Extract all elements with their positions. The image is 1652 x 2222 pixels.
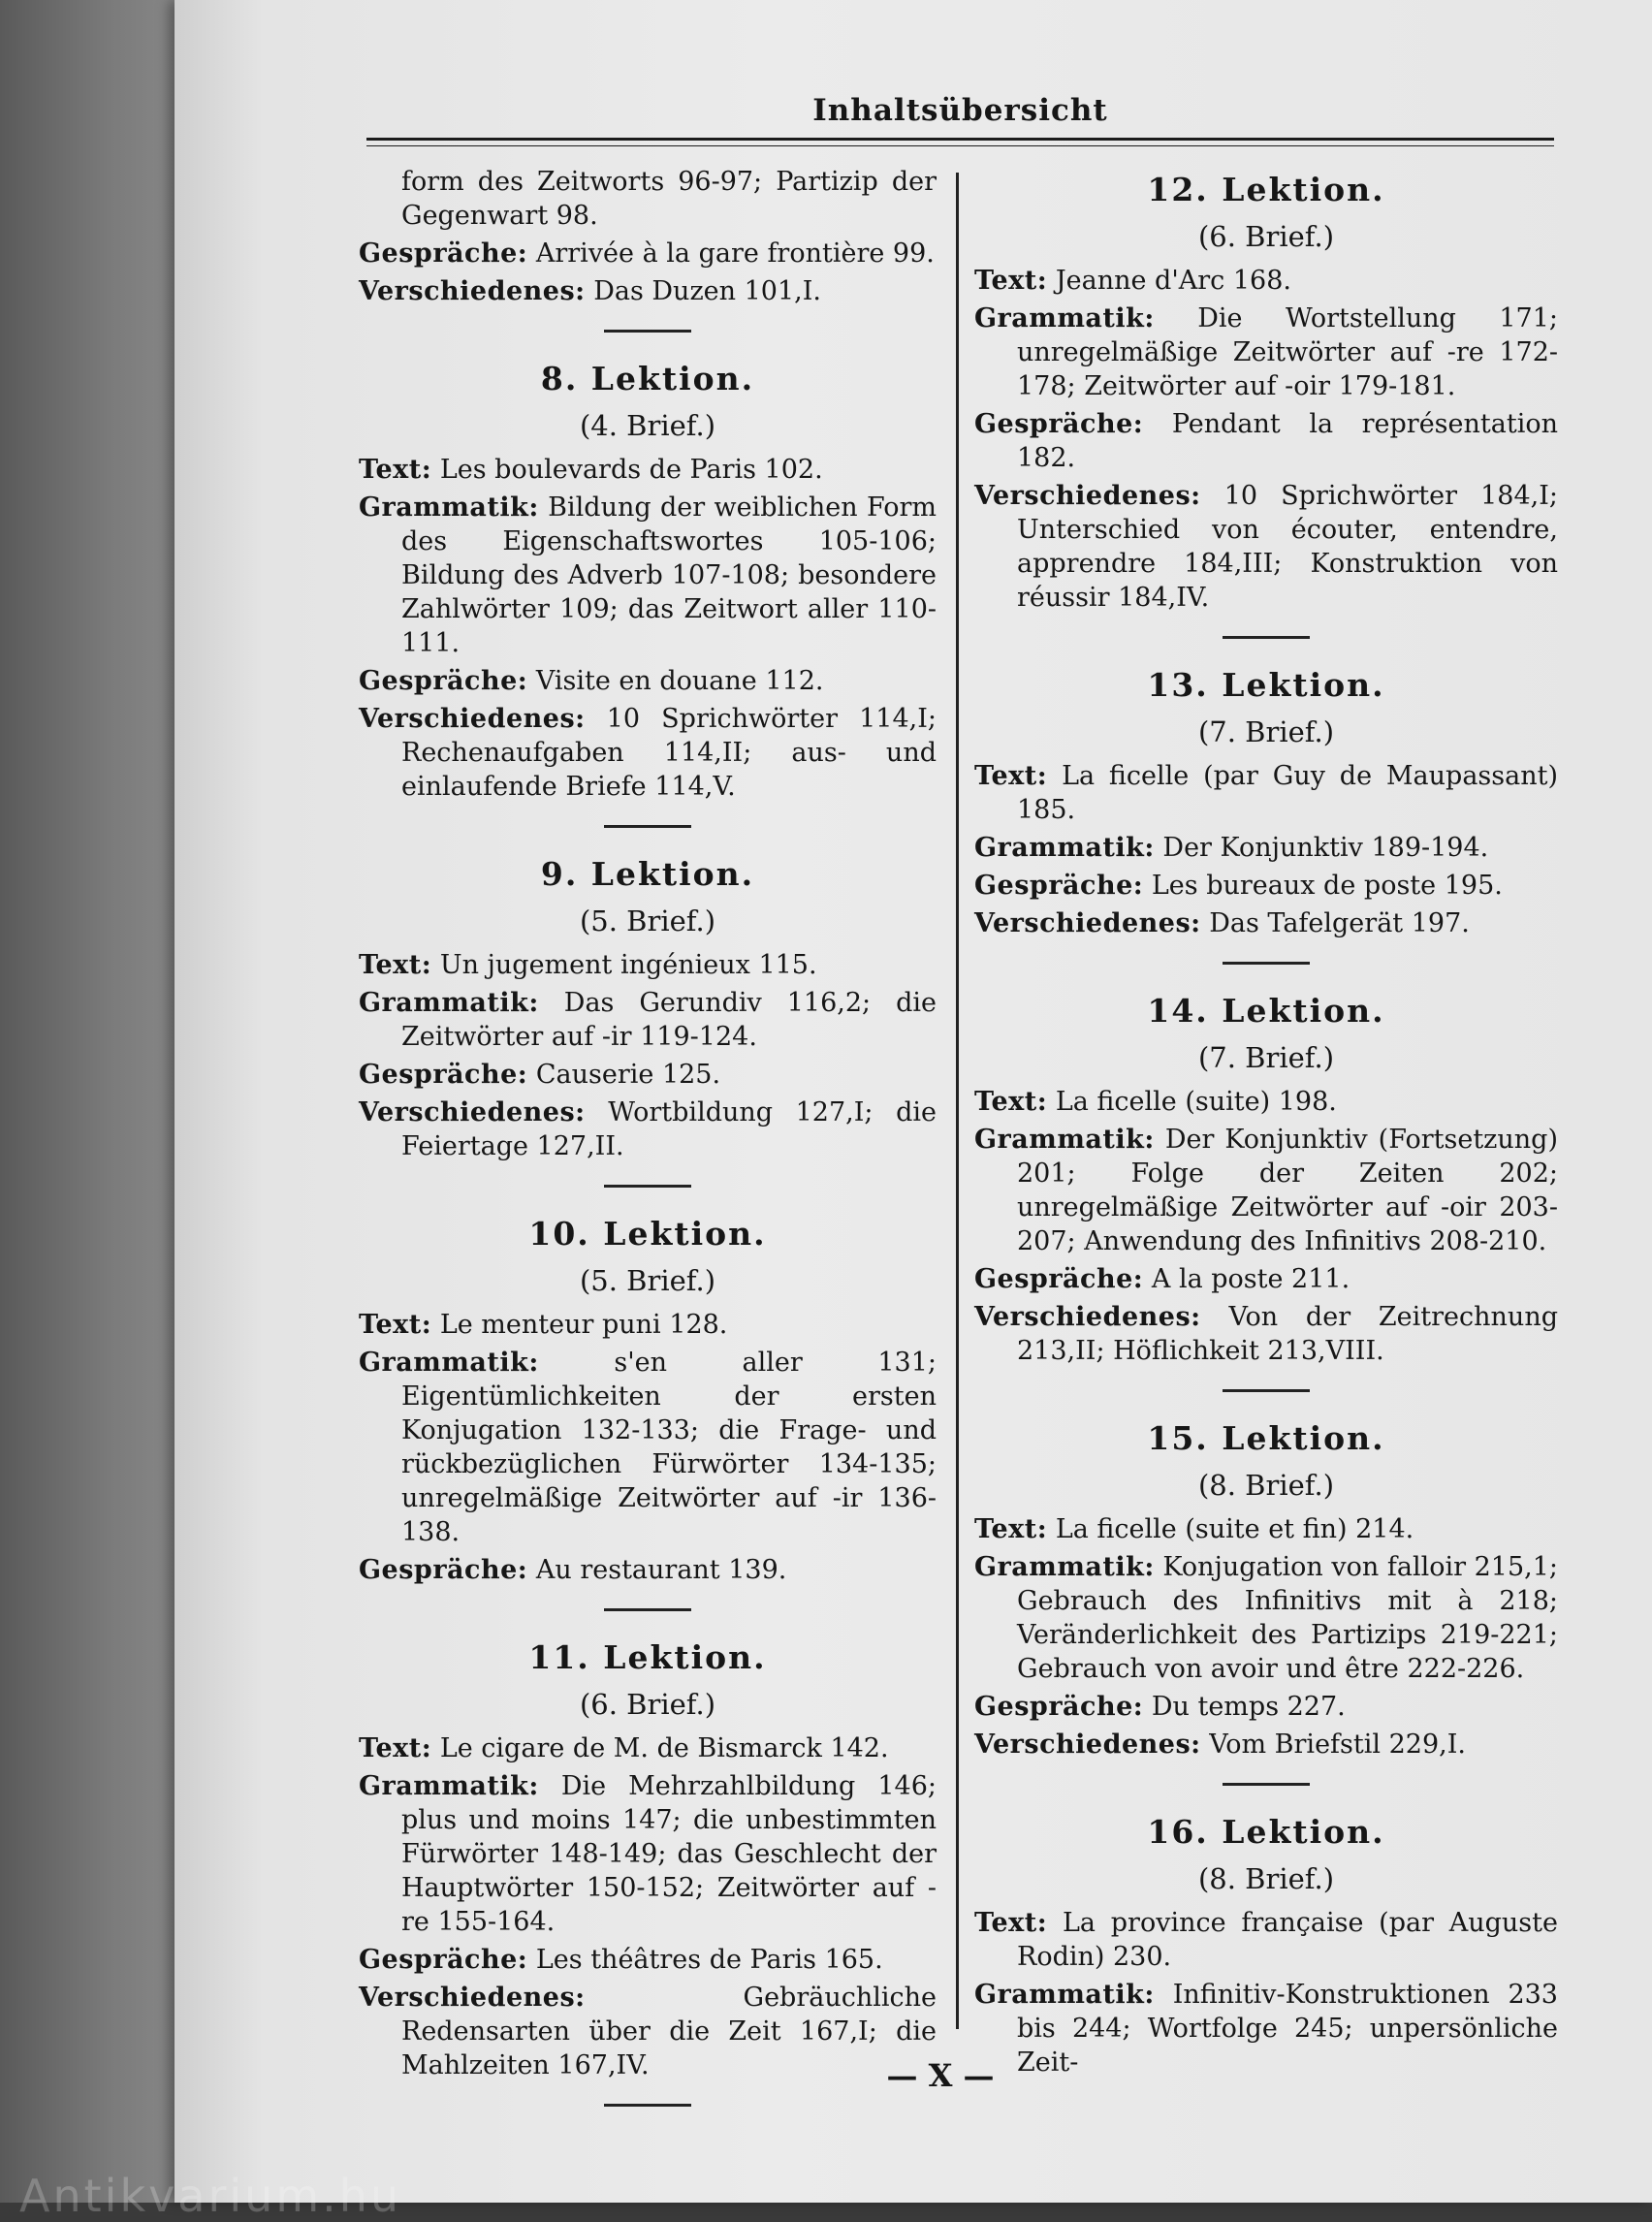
toc-entry	[359, 1731, 937, 1765]
toc-entry	[359, 948, 937, 982]
entry-label: Text:	[974, 1514, 1048, 1544]
right-column	[974, 165, 1558, 2083]
entry-label: Text:	[974, 1087, 1048, 1117]
watermark: Antikvarium.hu	[19, 2170, 402, 2222]
lesson-brief: (4. Brief.)	[579, 409, 716, 442]
toc-entry	[974, 1123, 1558, 1258]
entry-text: Causerie 125.	[535, 1060, 721, 1090]
toc-entry	[359, 453, 937, 487]
entry-label: Grammatik:	[974, 1980, 1155, 2010]
entry-label: Text:	[359, 1310, 432, 1340]
left-column	[359, 165, 937, 2114]
entry-text: s'en aller 131; Eigentümlichkeiten der ersten Konjugation 132-133; die Frage- und rückbezüglichen Fürwörter 134-135; unregelmäßige Zeitwörter auf -ir 136-138.	[401, 1348, 937, 1547]
entry-label: Text:	[359, 455, 432, 485]
entry-text: Au restaurant 139.	[535, 1555, 787, 1585]
entry-text: Der Konjunktiv (Fortsetzung) 201; Folge der Zeiten 202; unregelmäßige Zeitwörter auf -oir 203-207; Anwendung des Infinitivs 208-210.	[1017, 1125, 1558, 1256]
background-left	[0, 0, 204, 2203]
entry-text: 10 Sprichwörter 114,I; Rechenaufgaben 114,II; aus- und einlaufende Briefe 114,V.	[401, 704, 937, 802]
entry-text: Les théâtres de Paris 165.	[535, 1945, 883, 1975]
section-separator	[1223, 1389, 1310, 1392]
toc-entry	[974, 1550, 1558, 1686]
lesson-brief: (6. Brief.)	[579, 1688, 716, 1721]
entry-label: Gespräche:	[974, 1692, 1144, 1722]
lesson-brief: (6. Brief.)	[1197, 220, 1335, 253]
entry-text: Bildung der weiblichen Form des Eigenschaftswortes 105-106; Bildung des Adverb 107-108; besondere Zahlwörter 109; das Zeitwort aller 110-111.	[401, 492, 937, 658]
entry-text: Wortbildung 127,I; die Feiertage 127,II.	[401, 1097, 937, 1161]
lesson-13	[974, 664, 1558, 965]
entry-label: Gespräche:	[359, 666, 528, 696]
toc-entry	[359, 1553, 937, 1587]
section-separator	[1223, 636, 1310, 639]
toc-entry	[974, 759, 1558, 827]
toc-entry	[359, 1058, 937, 1092]
lesson-title: 11. Lektion.	[528, 1638, 767, 1676]
entry-label: Verschiedenes:	[974, 481, 1201, 511]
toc-entry	[974, 906, 1558, 940]
entry-label: Text:	[359, 1733, 432, 1763]
lesson-14	[974, 990, 1558, 1392]
header-rule	[366, 138, 1554, 141]
entry-text: Un jugement ingénieux 115.	[439, 950, 817, 980]
entry-text: Arrivée à la gare frontière 99.	[535, 238, 935, 269]
entry-text: Visite en douane 112.	[535, 666, 824, 696]
lesson-8	[359, 358, 937, 828]
section-separator	[604, 2104, 691, 2107]
lesson-10	[359, 1213, 937, 1611]
page-number: — X —	[886, 2057, 995, 2094]
entry-label: Text:	[974, 1908, 1048, 1938]
entry-label: Verschiedenes:	[974, 1730, 1201, 1760]
entry-label: Verschiedenes:	[359, 1097, 586, 1127]
entry-text: Infinitiv-Konstruktionen 233 bis 244; Wortfolge 245; unpersönliche Zeit-	[1017, 1980, 1558, 2078]
lesson-11	[359, 1636, 937, 2107]
lesson-title: 14. Lektion.	[1147, 992, 1385, 1030]
entry-label: Gespräche:	[974, 409, 1144, 439]
toc-entry	[974, 1690, 1558, 1724]
toc-entry	[359, 986, 937, 1054]
entry-label: Grammatik:	[359, 492, 539, 523]
entry-label: Verschiedenes:	[359, 276, 586, 306]
entry-label: Grammatik:	[359, 988, 539, 1018]
entry-text: Der Konjunktiv 189-194.	[1162, 833, 1489, 863]
entry-text: La ficelle (par Guy de Maupassant) 185.	[1017, 761, 1558, 825]
entry-text: Les bureaux de poste 195.	[1151, 871, 1503, 901]
entry-text: La ficelle (suite et fin) 214.	[1055, 1514, 1414, 1544]
entry-label: Gespräche:	[359, 1060, 528, 1090]
lesson-title: 8. Lektion.	[540, 360, 755, 397]
lesson-brief: (8. Brief.)	[1197, 1862, 1335, 1895]
entry-text: 10 Sprichwörter 184,I; Unterschied von écouter, entendre, apprendre 184,III; Konstruktion von réussir 184,IV.	[1017, 481, 1558, 613]
toc-entry	[974, 1728, 1558, 1762]
toc-entry	[359, 664, 937, 698]
toc-entry	[974, 831, 1558, 865]
lesson-title: 12. Lektion.	[1147, 171, 1385, 208]
toc-entry	[359, 1308, 937, 1342]
section-separator	[1223, 962, 1310, 965]
section-separator	[604, 1185, 691, 1188]
entry-text: Von der Zeitrechnung 213,II; Höflichkeit 213,VIII.	[1017, 1302, 1558, 1366]
entry-text: Le menteur puni 128.	[439, 1310, 728, 1340]
toc-entry	[974, 264, 1558, 298]
toc-entry	[974, 1300, 1558, 1368]
toc-entry	[359, 274, 937, 308]
section-separator	[604, 825, 691, 828]
lesson-title: 13. Lektion.	[1147, 666, 1385, 704]
lesson-title: 16. Lektion.	[1147, 1813, 1385, 1851]
toc-entry	[359, 702, 937, 804]
section-separator	[604, 1608, 691, 1611]
intro-continuation	[359, 165, 937, 233]
toc-entry	[974, 1085, 1558, 1119]
lesson-9	[359, 853, 937, 1188]
entry-text: form des Zeitworts 96-97; Partizip der Gegenwart 98.	[401, 167, 937, 231]
entry-text: Jeanne d'Arc 168.	[1055, 266, 1291, 296]
entry-label: Grammatik:	[359, 1771, 539, 1801]
entry-label: Grammatik:	[974, 1125, 1155, 1155]
entry-text: La province française (par Auguste Rodin) 230.	[1017, 1908, 1558, 1972]
entry-label: Verschiedenes:	[974, 908, 1201, 938]
entry-label: Grammatik:	[359, 1348, 539, 1378]
section-separator	[1223, 1783, 1310, 1786]
entry-text: Vom Briefstil 229,I.	[1209, 1730, 1466, 1760]
entry-text: Le cigare de M. de Bismarck 142.	[439, 1733, 889, 1763]
entry-text: A la poste 211.	[1151, 1264, 1350, 1294]
toc-entry	[359, 491, 937, 660]
column-divider	[956, 173, 959, 2029]
toc-entry	[359, 237, 937, 270]
entry-text: Konjugation von falloir 215,1; Gebrauch des Infinitivs mit à 218; Veränderlichkeit des Partizips 219-221; Gebrauch von avoir und être 222-226.	[1017, 1552, 1558, 1684]
lesson-title: 10. Lektion.	[528, 1215, 767, 1253]
lesson-brief: (7. Brief.)	[1197, 1041, 1335, 1074]
entry-label: Verschiedenes:	[974, 1302, 1201, 1332]
entry-text: Das Duzen 101,I.	[593, 276, 821, 306]
lesson-title: 15. Lektion.	[1147, 1419, 1385, 1457]
entry-label: Grammatik:	[974, 303, 1155, 333]
lesson-12	[974, 169, 1558, 639]
toc-entry	[974, 479, 1558, 615]
entry-label: Text:	[974, 761, 1048, 791]
entry-label: Gespräche:	[359, 1945, 528, 1975]
lesson-title: 9. Lektion.	[540, 855, 755, 893]
lesson-brief: (5. Brief.)	[579, 1264, 716, 1297]
toc-entry	[359, 1346, 937, 1549]
toc-entry	[359, 1943, 937, 1977]
lesson-brief: (7. Brief.)	[1197, 715, 1335, 748]
entry-text: Das Tafelgerät 197.	[1209, 908, 1470, 938]
entry-label: Verschiedenes:	[359, 1983, 586, 2013]
entry-label: Grammatik:	[974, 833, 1155, 863]
lesson-brief: (5. Brief.)	[579, 905, 716, 937]
entry-text: Les boulevards de Paris 102.	[439, 455, 823, 485]
toc-entry	[974, 1262, 1558, 1296]
toc-entry	[974, 1512, 1558, 1546]
entry-text: Das Gerundiv 116,2; die Zeitwörter auf -ir 119-124.	[401, 988, 937, 1052]
entry-text: Du temps 227.	[1151, 1692, 1346, 1722]
entry-text: Die Wortstellung 171; unregelmäßige Zeitwörter auf -re 172-178; Zeitwörter auf -oir 179-181.	[1017, 303, 1558, 401]
section-separator	[604, 330, 691, 333]
entry-text: Pendant la représentation 182.	[1017, 409, 1558, 473]
toc-entry	[359, 1095, 937, 1163]
lesson-16	[974, 1811, 1558, 2079]
toc-entry	[359, 1769, 937, 1939]
lesson-15	[974, 1417, 1558, 1786]
entry-text: Die Mehrzahlbildung 146; plus und moins 147; die unbestimmten Fürwörter 148-149; das Geschlecht der Hauptwörter 150-152; Zeitwörter auf -re 155-164.	[401, 1771, 937, 1937]
toc-entry	[974, 407, 1558, 475]
toc-entry	[974, 1906, 1558, 1974]
entry-label: Text:	[974, 266, 1048, 296]
entry-label: Gespräche:	[974, 871, 1144, 901]
toc-entry	[974, 869, 1558, 903]
entry-label: Grammatik:	[974, 1552, 1155, 1582]
header-rule-thin	[366, 145, 1554, 146]
lesson-brief: (8. Brief.)	[1197, 1469, 1335, 1502]
entry-label: Text:	[359, 950, 432, 980]
entry-text: La ficelle (suite) 198.	[1055, 1087, 1337, 1117]
toc-entry	[974, 1978, 1558, 2079]
entry-label: Gespräche:	[359, 1555, 528, 1585]
toc-entry	[974, 302, 1558, 403]
page-header: Inhaltsübersicht	[812, 93, 1108, 128]
entry-text: Gebräuchliche Redensarten über die Zeit 167,I; die Mahlzeiten 167,IV.	[401, 1983, 937, 2080]
entry-label: Gespräche:	[359, 238, 528, 269]
entry-label: Gespräche:	[974, 1264, 1144, 1294]
entry-label: Verschiedenes:	[359, 704, 586, 734]
